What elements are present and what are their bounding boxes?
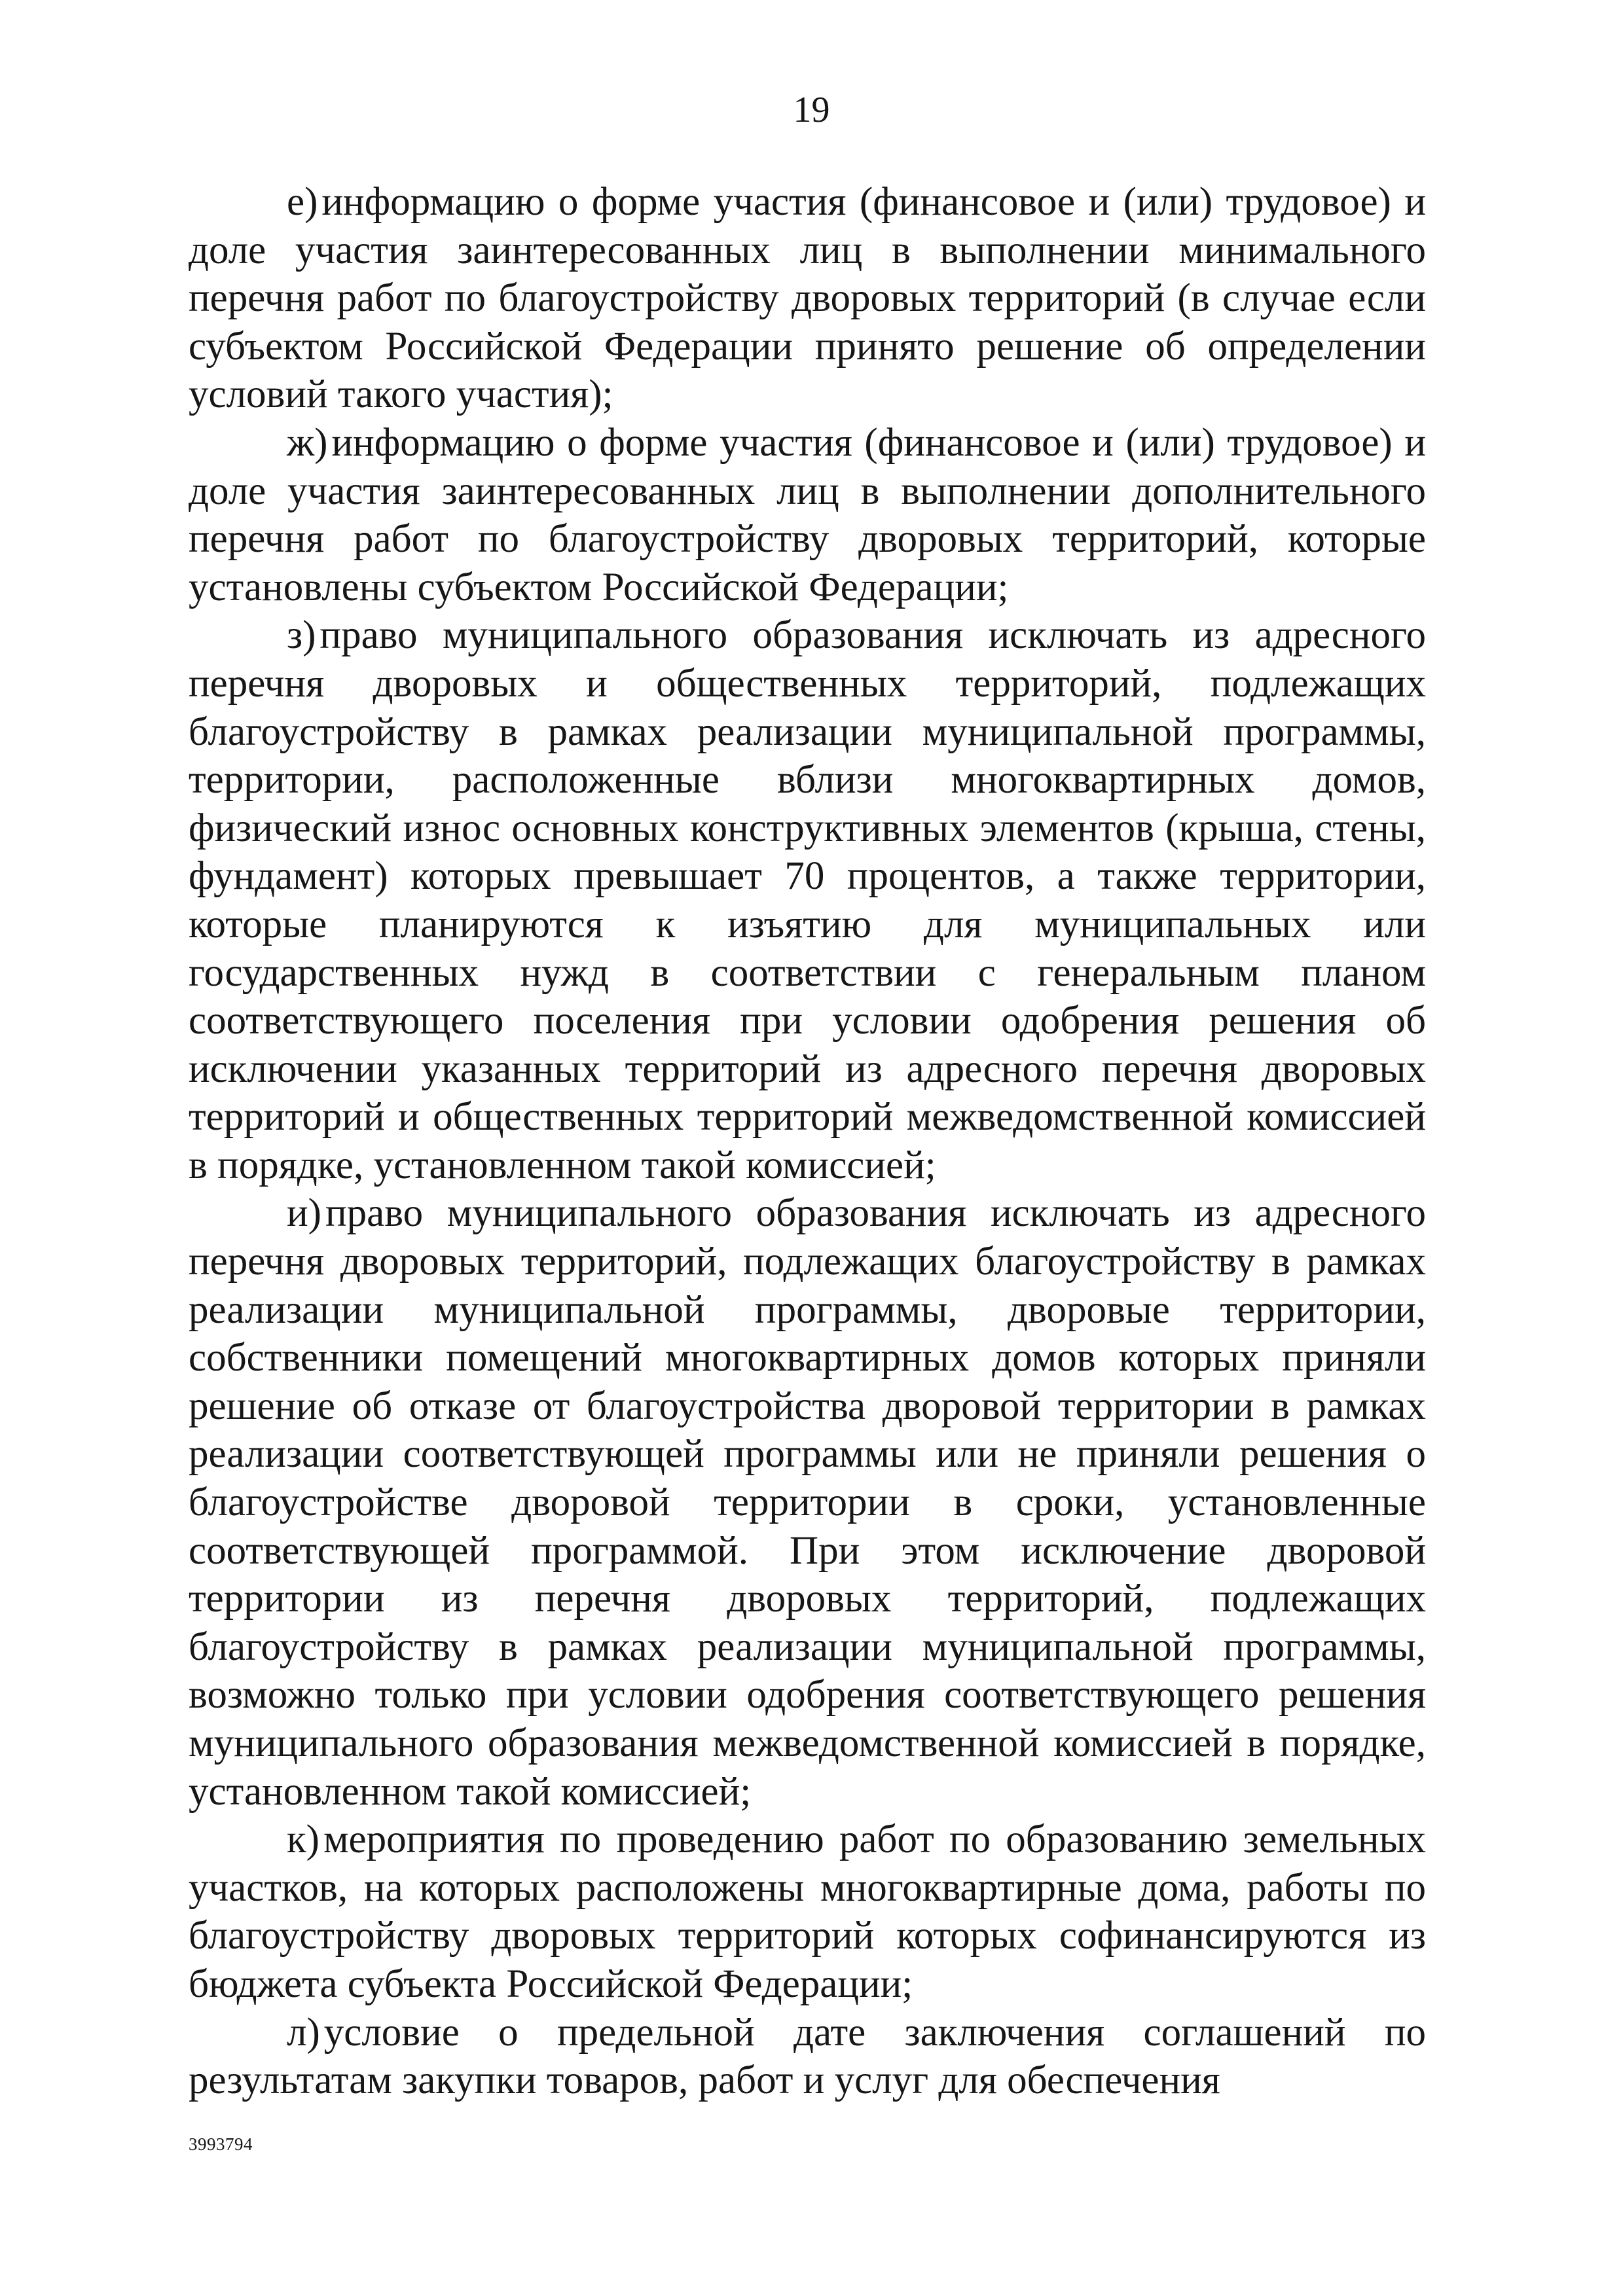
paragraph-marker: з) [287, 613, 316, 658]
paragraph-text: право муниципального образования исключать из адресного перечня дворовых и общественных территорий, подлежащих благоустройству в рамках реализации муниципальной программы, территории, расположенные вблизи многоквартирных домов, физический износ основных конструктивных элементов (крыша, стены, фундамент) которых превышает 70 процентов, а также территории, которые планируются к изъятию для муниципальных или государственных нужд в соответствии с генеральным планом соответствующего поселения при условии одобрения решения об исключении указанных территорий из адресного перечня дворовых территорий и общественных территорий межведомственной комиссией в порядке, установленном такой комиссией; [189, 613, 1426, 1187]
paragraph-marker: л) [287, 2010, 320, 2054]
paragraph-marker: к) [287, 1818, 319, 1862]
paragraph-e [189, 178, 1426, 419]
paragraph-l [189, 2009, 1426, 2105]
paragraph-marker: ж) [287, 420, 328, 465]
paragraph-text: мероприятия по проведению работ по образованию земельных участков, на которых расположены многоквартирные дома, работы по благоустройству дворовых территорий которых софинансируются из бюджета субъекта Российской Федерации; [189, 1818, 1426, 2006]
paragraph-marker: е) [287, 180, 318, 224]
paragraph-i [189, 1189, 1426, 1816]
paragraph-zh [189, 419, 1426, 611]
document-body [189, 178, 1426, 2105]
paragraph-text: информацию о форме участия (финансовое и (или) трудовое) и доле участия заинтересованных лиц в выполнении минимального перечня работ по благоустройству дворовых территорий (в случае если субъектом Российской Федерации принято решение об определении условий такого участия); [189, 180, 1426, 417]
paragraph-k [189, 1816, 1426, 2008]
paragraph-text: право муниципального образования исключать из адресного перечня дворовых территорий, подлежащих благоустройству в рамках реализации муниципальной программы, дворовые территории, собственники помещений многоквартирных домов которых приняли решение об отказе от благоустройства дворовой территории в рамках реализации соответствующей программы или не приняли решения о благоустройстве дворовой территории в сроки, установленные соответствующей программой. При этом исключение дворовой территории из перечня дворовых территорий, подлежащих благоустройству в рамках реализации муниципальной программы, возможно только при условии одобрения соответствующего решения муниципального образования межведомственной комиссией в порядке, установленном такой комиссией; [189, 1191, 1426, 1814]
paragraph-text: условие о предельной дате заключения соглашений по результатам закупки товаров, работ и услуг для обеспечения [189, 2010, 1426, 2103]
paragraph-marker: и) [287, 1191, 321, 1236]
paragraph-text: информацию о форме участия (финансовое и (или) трудовое) и доле участия заинтересованных лиц в выполнении дополнительного перечня работ по благоустройству дворовых территорий, которые установлены субъектом Российской Федерации; [189, 420, 1426, 609]
document-code: 3993794 [189, 2134, 253, 2154]
page-number: 19 [793, 90, 830, 130]
paragraph-z [189, 611, 1426, 1189]
